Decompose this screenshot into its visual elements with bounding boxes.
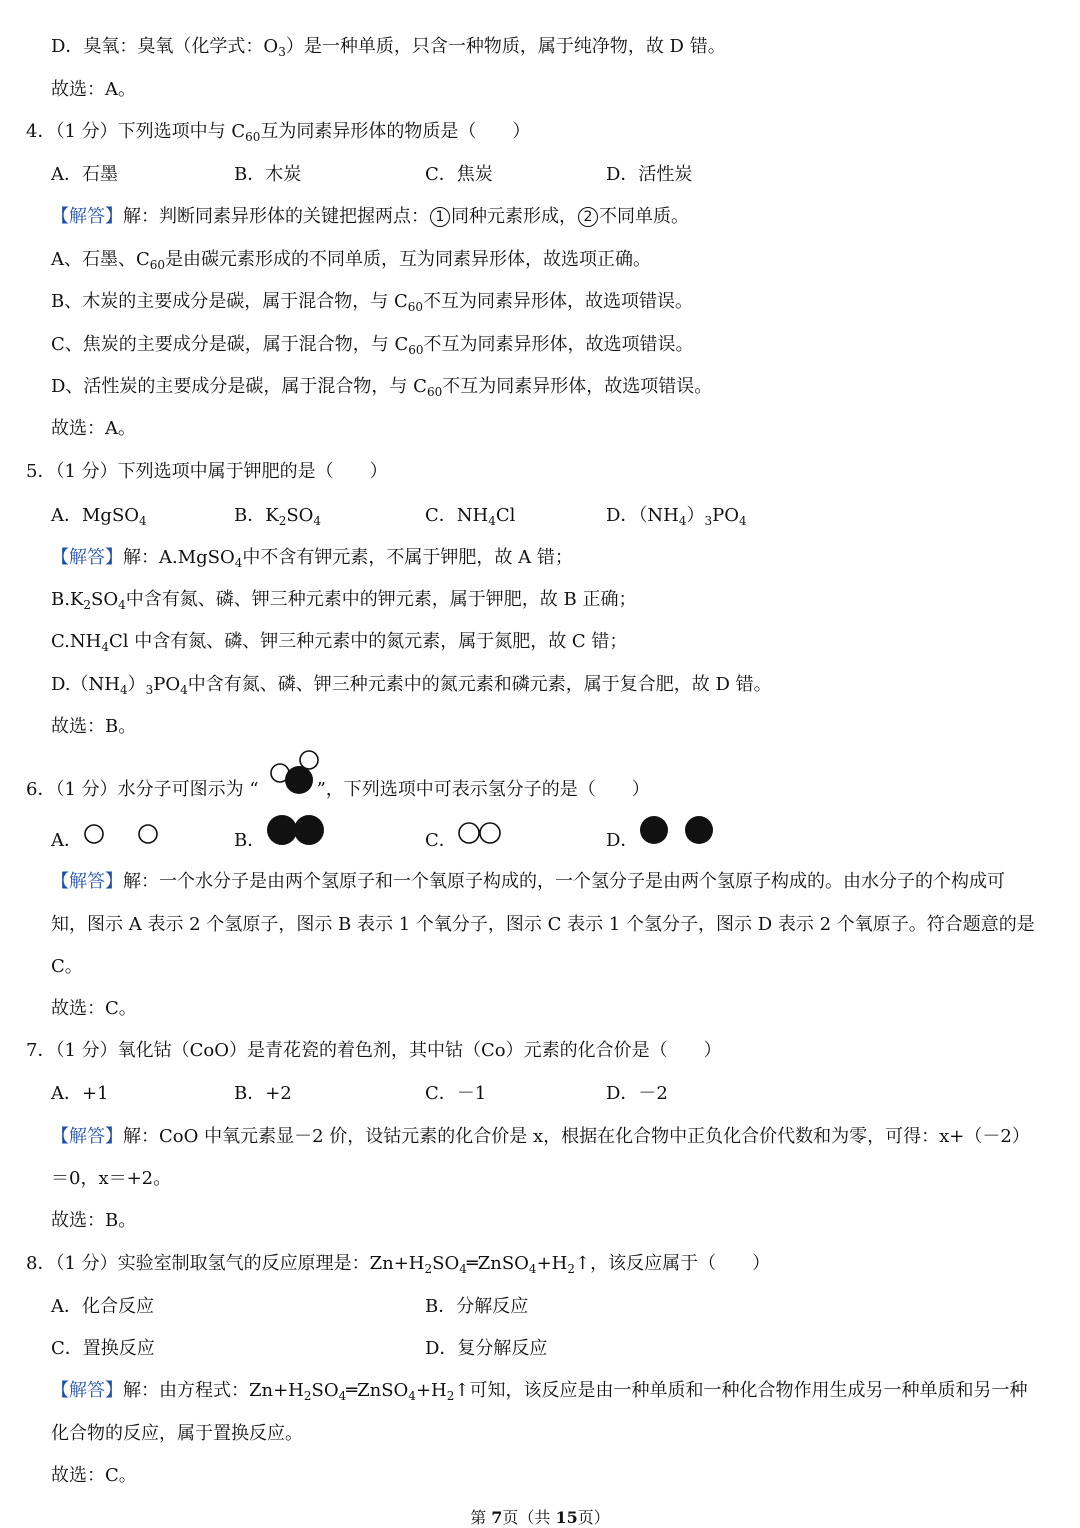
- q4-option-c: C．焦炭: [425, 164, 493, 185]
- text: D、活性炭的主要成分是碳，属于混合物，与 C: [51, 376, 427, 397]
- q5-option-a: [51, 503, 147, 529]
- text: 是由碳元素形成的不同单质，互为同素异形体，故选项正确。: [165, 249, 652, 270]
- q5-solution-line: [51, 672, 772, 698]
- text: ═ZnSO: [346, 1380, 409, 1401]
- subscript: 4: [338, 1389, 347, 1403]
- q7-solution: [51, 1124, 1030, 1150]
- hydrogen-atom: [459, 823, 479, 843]
- text: 中含有氮、磷、钾三种元素中的钾元素，属于钾肥，故 B 正确；: [125, 589, 637, 610]
- q7-stem: 7．（1 分）氧化钴（CoO）是青花瓷的着色剂，其中钴（Co）元素的化合价是（ ）: [26, 1040, 722, 1061]
- text: 解：由方程式：Zn+H: [123, 1380, 304, 1401]
- q7-option-b: B．+2: [234, 1083, 292, 1104]
- text: B、木炭的主要成分是碳，属于混合物，与 C: [51, 291, 408, 312]
- q8-option-d: D．复分解反应: [425, 1338, 548, 1359]
- q6-option-d-label: D．: [606, 830, 639, 851]
- q6-option-a-diagram: [84, 823, 164, 847]
- text: 解：A.MgSO: [123, 547, 235, 568]
- text: 4．（1 分）下列选项中与 C: [26, 121, 246, 142]
- q8-answer: 故选：C。: [51, 1465, 137, 1486]
- subscript: 60: [426, 385, 443, 399]
- text: 6．（1 分）水分子可图示为 “: [26, 779, 259, 800]
- q6-option-c-label: C．: [425, 830, 457, 851]
- text: 不互为同素异形体，故选项错误。: [423, 291, 694, 312]
- hydrogen-atom: [85, 825, 103, 843]
- oxygen-atom: [285, 766, 313, 794]
- q6-option-a-label: A．: [51, 830, 82, 851]
- q4-stem: [26, 119, 530, 145]
- q6-option-b-diagram: [266, 814, 328, 848]
- text: D．（NH: [606, 505, 679, 526]
- q7-option-d: D．－2: [606, 1083, 668, 1104]
- subscript: 4: [488, 514, 496, 528]
- text: ）: [686, 505, 705, 526]
- subscript: 2: [424, 1262, 433, 1276]
- q4-solution-line: [51, 289, 693, 315]
- q4-option-a: A．石墨: [51, 164, 118, 185]
- text: ↑，该反应属于（ ）: [574, 1253, 771, 1274]
- text: C.NH: [51, 631, 102, 652]
- text: A．MgSO: [51, 505, 140, 526]
- q7-option-c: C．－1: [425, 1083, 487, 1104]
- circled-number-2: 2: [578, 207, 598, 227]
- text: C、焦炭的主要成分是碳，属于混合物，与 C: [51, 334, 409, 355]
- q5-option-c: [425, 503, 515, 529]
- text: SO: [91, 589, 119, 610]
- q4-solution-line: [51, 374, 712, 400]
- text: 页）: [577, 1508, 610, 1527]
- text: +H: [415, 1380, 447, 1401]
- total-pages: 15: [555, 1508, 578, 1527]
- text: 不同单质。: [599, 206, 689, 227]
- subscript: 4: [119, 683, 128, 697]
- oxygen-atom: [294, 815, 324, 845]
- text: 同种元素形成，: [451, 206, 577, 227]
- subscript: 60: [408, 343, 424, 357]
- subscript: 3: [704, 514, 713, 528]
- q6-option-b-label: B．: [234, 830, 266, 851]
- q6-solution-line: 知，图示 A 表示 2 个氢原子，图示 B 表示 1 个氧分子，图示 C 表示 1 个氢分子，图示 D 表示 2 个氧原子。符合题意的是: [51, 914, 1035, 935]
- text: 8．（1 分）实验室制取氢气的反应原理是：Zn+H: [26, 1253, 425, 1274]
- text: 解：判断同素异形体的关键把握两点：: [123, 206, 429, 227]
- q5-answer: 故选：B。: [51, 716, 137, 737]
- subscript: 4: [678, 514, 687, 528]
- subscript: 4: [139, 514, 147, 528]
- subscript: 2: [567, 1262, 575, 1276]
- text: A、石墨、C: [51, 249, 150, 270]
- subscript: 4: [459, 1262, 467, 1276]
- subscript: 4: [739, 514, 747, 528]
- q5-solution: [51, 545, 573, 571]
- subscript: 4: [180, 683, 188, 697]
- subscript: 2: [83, 598, 92, 612]
- text: 解：CoO 中氧元素显－2 价，设钴元素的化合价是 x，根据在化合物中正负化合价代数和为零，可得：x+（－2）: [123, 1126, 1030, 1147]
- text: 第: [470, 1508, 492, 1527]
- hydrogen-atom: [300, 751, 318, 769]
- subscript: 2: [446, 1389, 455, 1403]
- text: PO: [153, 674, 181, 695]
- subscript: 4: [528, 1262, 537, 1276]
- page-number: 7: [491, 1508, 503, 1527]
- q5-stem: 5．（1 分）下列选项中属于钾肥的是（ ）: [26, 461, 388, 482]
- circled-number-1: 1: [430, 207, 450, 227]
- solution-tag: 【解答】: [51, 871, 123, 892]
- q6-option-d-diagram: [638, 815, 718, 847]
- subscript: 4: [118, 598, 126, 612]
- q8-option-a: A．化合反应: [51, 1296, 154, 1317]
- text: Cl: [495, 505, 516, 526]
- q5-option-b: [234, 503, 321, 529]
- water-molecule-diagram: [268, 748, 322, 798]
- solution-tag: 【解答】: [51, 1126, 123, 1147]
- subscript: 3: [278, 45, 286, 59]
- text: C．NH: [425, 505, 489, 526]
- text: 互为同素异形体的物质是（ ）: [260, 121, 531, 142]
- q8-solution-line: 化合物的反应，属于置换反应。: [51, 1423, 303, 1444]
- q3-option-d-explanation: [51, 34, 726, 60]
- text: 中含有氮、磷、钾三种元素中的氮元素和磷元素，属于复合肥，故 D 错。: [187, 674, 772, 695]
- subscript: 60: [407, 300, 424, 314]
- q8-solution: [51, 1378, 1027, 1404]
- q5-solution-line: [51, 629, 627, 655]
- subscript: 60: [245, 130, 261, 144]
- text: 解：一个水分子是由两个氢原子和一个氧原子构成的，一个氢分子是由两个氢原子构成的。由水分子的个构成可: [123, 871, 1005, 892]
- text: B.K: [51, 589, 84, 610]
- subscript: 60: [149, 258, 166, 272]
- hydrogen-atom: [139, 825, 157, 843]
- subscript: 4: [408, 1389, 416, 1403]
- text: ↑可知，该反应是由一种单质和一种化合物作用生成另一种单质和另一种: [454, 1380, 1028, 1401]
- q5-solution-line: [51, 587, 636, 613]
- oxygen-atom: [267, 815, 297, 845]
- subscript: 4: [234, 556, 243, 570]
- q8-option-b: B．分解反应: [425, 1296, 529, 1317]
- text: PO: [712, 505, 740, 526]
- hydrogen-atom: [480, 823, 500, 843]
- text: +H: [536, 1253, 568, 1274]
- text: D．臭氧：臭氧（化学式：O: [51, 36, 279, 57]
- q8-stem: [26, 1251, 770, 1277]
- text: 不互为同素异形体，故选项错误。: [423, 334, 694, 355]
- oxygen-atom: [640, 816, 668, 844]
- subscript: 3: [145, 683, 154, 697]
- q8-option-c: C．置换反应: [51, 1338, 155, 1359]
- solution-tag: 【解答】: [51, 206, 123, 227]
- subscript: 2: [303, 1389, 312, 1403]
- subscript: 4: [101, 640, 109, 654]
- q4-solution-line: [51, 247, 651, 273]
- text: SO: [286, 505, 314, 526]
- text: ”，下列选项中可表示氢分子的是（ ）: [316, 779, 650, 800]
- q6-option-c-diagram: [457, 822, 505, 846]
- text: Cl 中含有氮、磷、钾三种元素中的氮元素，属于氮肥，故 C 错；: [108, 631, 628, 652]
- text: SO: [432, 1253, 460, 1274]
- q4-option-d: D．活性炭: [606, 164, 693, 185]
- text: ═ZnSO: [466, 1253, 529, 1274]
- page-footer: [0, 1505, 1080, 1528]
- q3-answer: 故选：A。: [51, 79, 136, 100]
- text: SO: [311, 1380, 339, 1401]
- text: D.（NH: [51, 674, 120, 695]
- q6-answer: 故选：C。: [51, 998, 137, 1019]
- text: ）: [127, 674, 146, 695]
- solution-tag: 【解答】: [51, 547, 123, 568]
- subscript: 4: [313, 514, 322, 528]
- oxygen-atom: [685, 816, 713, 844]
- q6-solution: [51, 869, 1005, 895]
- text: 中不含有钾元素，不属于钾肥，故 A 错；: [242, 547, 573, 568]
- q5-option-d: [606, 503, 747, 529]
- q7-answer: 故选：B。: [51, 1210, 137, 1231]
- q4-answer: 故选：A。: [51, 418, 136, 439]
- q4-solution-line: [51, 332, 694, 358]
- text: 页（共: [502, 1508, 556, 1527]
- text: B．K: [234, 505, 279, 526]
- text: ）是一种单质，只含一种物质，属于纯净物，故 D 错。: [285, 36, 726, 57]
- text: 不互为同素异形体，故选项错误。: [442, 376, 713, 397]
- subscript: 2: [278, 514, 287, 528]
- q7-option-a: A．+1: [51, 1083, 109, 1104]
- q6-solution-line: C。: [51, 956, 83, 977]
- q7-solution-line: ＝0，x＝+2。: [51, 1168, 172, 1189]
- q4-solution: [51, 204, 689, 230]
- solution-tag: 【解答】: [51, 1380, 123, 1401]
- q6-stem: [26, 777, 650, 803]
- q4-option-b: B．木炭: [234, 164, 302, 185]
